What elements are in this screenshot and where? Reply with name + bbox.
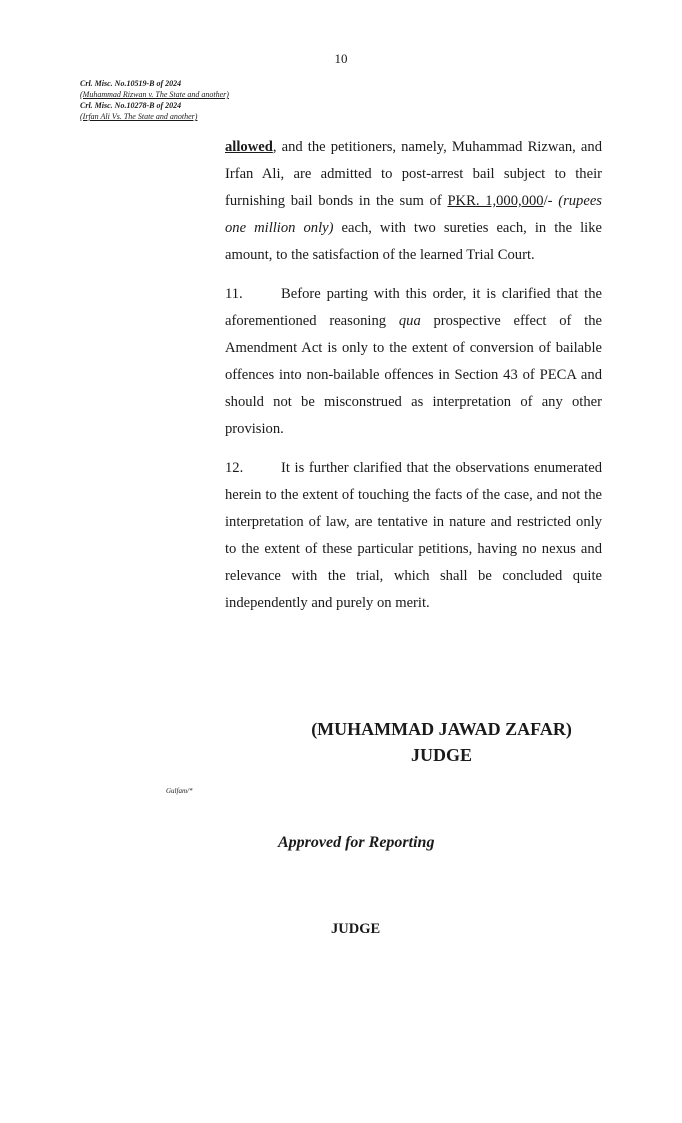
case-number-1: Crl. Misc. No.10519-B of 2024 <box>80 79 182 88</box>
approving-judge-title: JUDGE <box>331 921 381 937</box>
order-body <box>225 134 602 629</box>
paragraph-10-continued: allowed, and the petitioners, namely, Muhammad Rizwan, and Irfan Ali, are admitted to post-arrest bail subject to their furnishing bail bonds in the sum of PKR. 1,000,000/- (rupees one million only) each, with two sureties each, in the like amount, to the satisfaction of the learned Trial Court. <box>225 139 602 263</box>
case-number-2: Crl. Misc. No.10278-B of 2024 <box>80 101 182 110</box>
case-header <box>80 78 229 122</box>
judge-title: JUDGE <box>410 745 472 765</box>
paragraph-11: 11. Before parting with this order, it is clarified that the aforementioned reasoning qua prospective effect of the Amendment Act is only to the extent of conversion of bailable offences into non-bailable offences in Section 43 of PECA and should not be misconstrued as interpretation of any other provision. <box>225 281 602 443</box>
paragraph-12: 12. It is further clarified that the observations enumerated herein to the extent of touching the facts of the case, and not the interpretation of law, are tentative in nature and restricted only to the extent of these particular petitions, having no nexus and relevance with the trial, which shall be concluded quite independently and purely on merit. <box>225 455 602 617</box>
paragraph-number: 11. <box>225 286 243 302</box>
bail-amount: PKR. 1,000,000 <box>447 193 544 209</box>
case-title-2: (Irfan Ali Vs. The State and another) <box>80 112 198 121</box>
page-number: 10 <box>334 51 348 66</box>
judge-signature-block <box>300 716 583 768</box>
allowed-text: allowed <box>225 139 273 155</box>
paragraph-number: 12. <box>225 460 244 476</box>
amount-in-words: (rupees one million only) <box>225 193 602 236</box>
clerk-initials: Gulfam/* <box>166 787 193 795</box>
approved-for-reporting: Approved for Reporting <box>278 834 435 851</box>
case-title-1: (Muhammad Rizwan v. The State and another) <box>80 90 229 99</box>
judge-name: (MUHAMMAD JAWAD ZAFAR) <box>311 719 572 739</box>
